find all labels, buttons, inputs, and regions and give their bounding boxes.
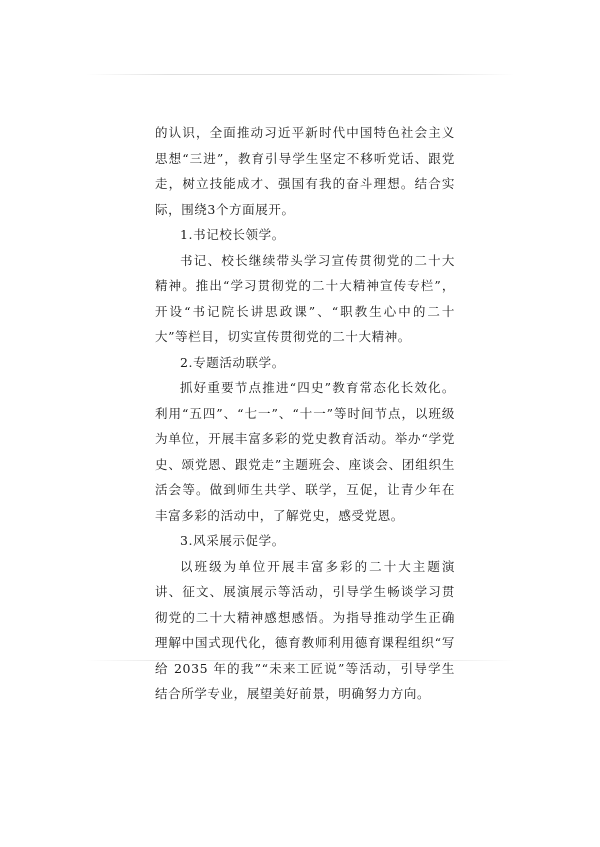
paragraph-continuation: 的认识，全面推动习近平新时代中国特色社会主义思想“三进”，教育引导学生坚定不移听党话、跟党走，树立技能成才、强国有我的奋斗理想。结合实际，围绕3个方面展开。 <box>155 125 455 217</box>
paragraph-1: 书记、校长继续带头学习宣传贯彻党的二十大精神。推出“学习贯彻党的二十大精神宣传专栏”，开设“书记院长讲思政课”、“职教生心中的二十大”等栏目，切实宣传贯彻党的二十大精神。 <box>155 252 455 344</box>
document-body <box>155 120 455 707</box>
page-bottom-edge <box>85 660 515 661</box>
heading-3: 3.风采展示促学。 <box>180 533 285 548</box>
heading-2: 2.专题活动联学。 <box>180 354 285 370</box>
paragraph-3: 以班级为单位开展丰富多彩的二十大主题演讲、征文、展演展示等活动，引导学生畅谈学习贯彻党的二十大精神感想感悟。为指导推动学生正确理解中国式现代化，德育教师利用德育课程组织“写给 2035 年的我”“未来工匠说”等活动，引导学生结合所学专业，展望美好前景，明确努力方向。 <box>155 558 455 701</box>
heading-1: 1.书记校长领学。 <box>180 227 285 242</box>
page-top-edge <box>85 74 515 75</box>
paragraph-2: 抓好重要节点推进“四史”教育常态化长效化。利用“五四”、“七一”、“十一”等时间节点，以班级为单位，开展丰富多彩的党史教育活动。举办“学党史、颂党恩、跟党走”主题班会、座谈会、团组织生活会等。做到师生共学、联学，互促，让青少年在丰富多彩的活动中，了解党史，感受党恩。 <box>155 380 455 523</box>
